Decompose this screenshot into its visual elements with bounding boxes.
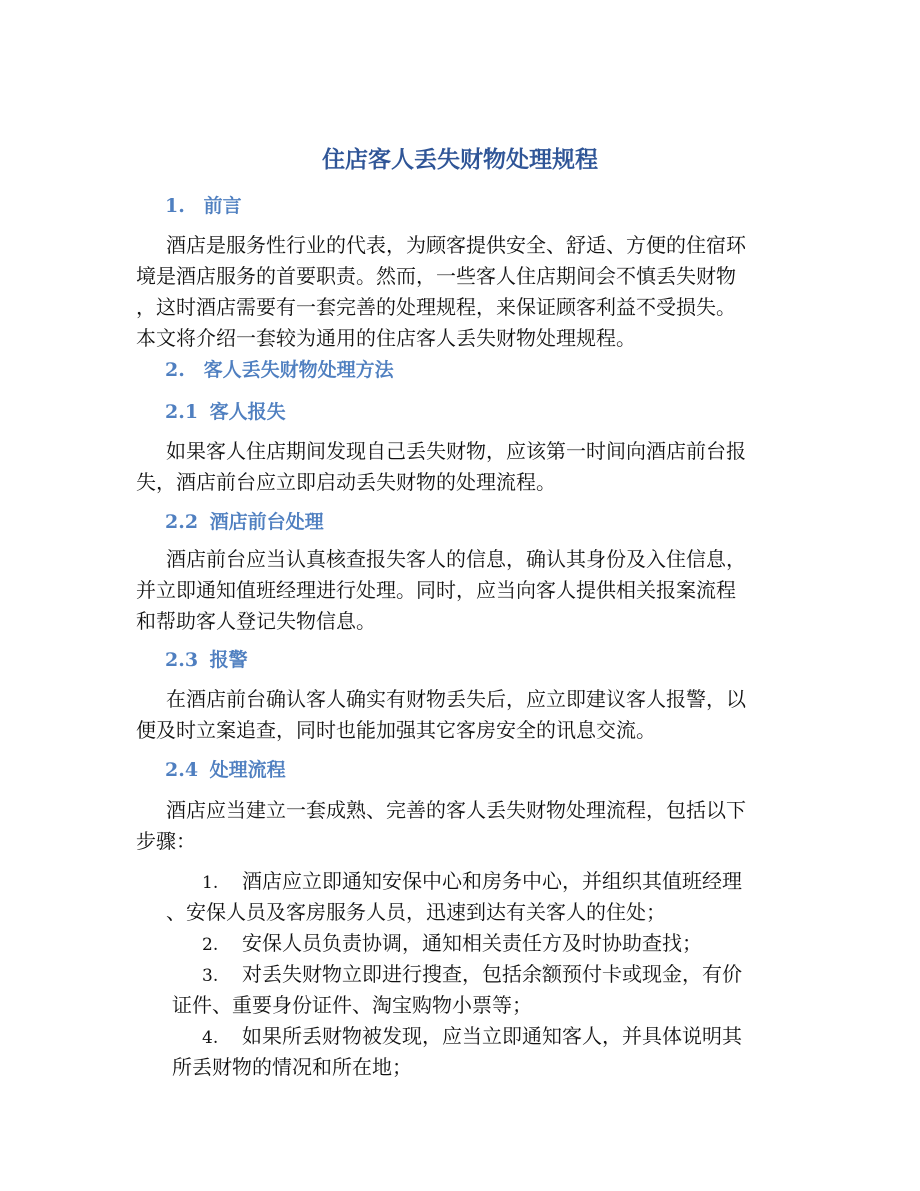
list-item-text: 对丢失财物立即进行搜查，包括余额预付卡或现金，有价 (242, 962, 742, 986)
preface-paragraph (136, 230, 796, 354)
section-number: 1. (165, 195, 185, 217)
subsection-heading-front-desk (165, 508, 324, 536)
list-item-first-line (136, 1021, 796, 1052)
subsection-number: 2.1 (165, 401, 199, 423)
list-item-text: 安保人员负责协调，通知相关责任方及时协助查找； (242, 931, 702, 955)
paragraph-line: 本文将介绍一套较为通用的住店客人丢失财物处理规程。 (136, 326, 636, 350)
list-item-text: 如果所丢财物被发现，应当立即通知客人，并具体说明其 (242, 1024, 742, 1048)
section-title: 前言 (203, 195, 242, 217)
list-item-second-line: 证件、重要身份证件、淘宝购物小票等； (172, 993, 532, 1017)
subsection-heading-procedure (165, 756, 286, 784)
section-heading-preface (165, 192, 242, 220)
list-item-number: 1. (202, 873, 219, 893)
paragraph-line: 境是酒店服务的首要职责。然而，一些客人住店期间会不慎丢失财物 (136, 264, 736, 288)
subsection-title: 处理流程 (209, 759, 286, 781)
paragraph-line: 如果客人住店期间发现自己丢失财物，应该第一时间向酒店前台报 (166, 439, 746, 463)
subsection-heading-report-loss (165, 398, 286, 426)
procedure-steps-list (136, 866, 796, 1083)
list-item-number: 2. (202, 935, 219, 955)
section-title: 客人丢失财物处理方法 (203, 359, 394, 381)
list-item-number: 4. (202, 1028, 219, 1048)
paragraph-line: 便及时立案追查，同时也能加强其它客房安全的讯息交流。 (136, 718, 656, 742)
subsection-title: 客人报失 (209, 401, 286, 423)
list-item (136, 1021, 796, 1083)
paragraph-line: 步骤： (136, 829, 196, 853)
list-item-first-line (136, 959, 796, 990)
list-item-number: 3. (202, 966, 219, 986)
section-number: 2. (165, 359, 185, 381)
list-item-text: 酒店应立即通知安保中心和房务中心，并组织其值班经理 (242, 869, 742, 893)
paragraph-line: 在酒店前台确认客人确实有财物丢失后，应立即建议客人报警，以 (166, 687, 746, 711)
subsection-title: 报警 (209, 649, 248, 671)
subsection-heading-call-police (165, 646, 248, 674)
list-item-first-line (136, 928, 796, 959)
paragraph-line: ，这时酒店需要有一套完善的处理规程，来保证顾客利益不受损失。 (136, 295, 736, 319)
subsection-number: 2.2 (165, 511, 199, 533)
call-police-paragraph (136, 684, 796, 746)
paragraph-line: 酒店应当建立一套成熟、完善的客人丢失财物处理流程，包括以下 (166, 798, 746, 822)
subsection-title: 酒店前台处理 (209, 511, 324, 533)
list-item (136, 959, 796, 1021)
list-item-first-line (136, 866, 796, 897)
list-item-second-line: 、安保人员及客房服务人员，迅速到达有关客人的住处； (166, 900, 666, 924)
procedure-paragraph (136, 795, 796, 857)
subsection-number: 2.3 (165, 649, 199, 671)
list-item (136, 866, 796, 928)
document-title: 住店客人丢失财物处理规程 (322, 146, 598, 173)
paragraph-line: 失，酒店前台应立即启动丢失财物的处理流程。 (136, 470, 556, 494)
subsection-number: 2.4 (165, 759, 199, 781)
front-desk-paragraph (136, 544, 796, 637)
paragraph-line: 并立即通知值班经理进行处理。同时，应当向客人提供相关报案流程 (136, 578, 736, 602)
paragraph-line: 酒店前台应当认真核查报失客人的信息，确认其身份及入住信息， (166, 547, 746, 571)
paragraph-line: 酒店是服务性行业的代表，为顾客提供安全、舒适、方便的住宿环 (166, 233, 746, 257)
section-heading-methods (165, 356, 394, 384)
list-item (136, 928, 796, 959)
report-loss-paragraph (136, 436, 796, 498)
list-item-second-line: 所丢财物的情况和所在地； (172, 1055, 412, 1079)
paragraph-line: 和帮助客人登记失物信息。 (136, 609, 376, 633)
